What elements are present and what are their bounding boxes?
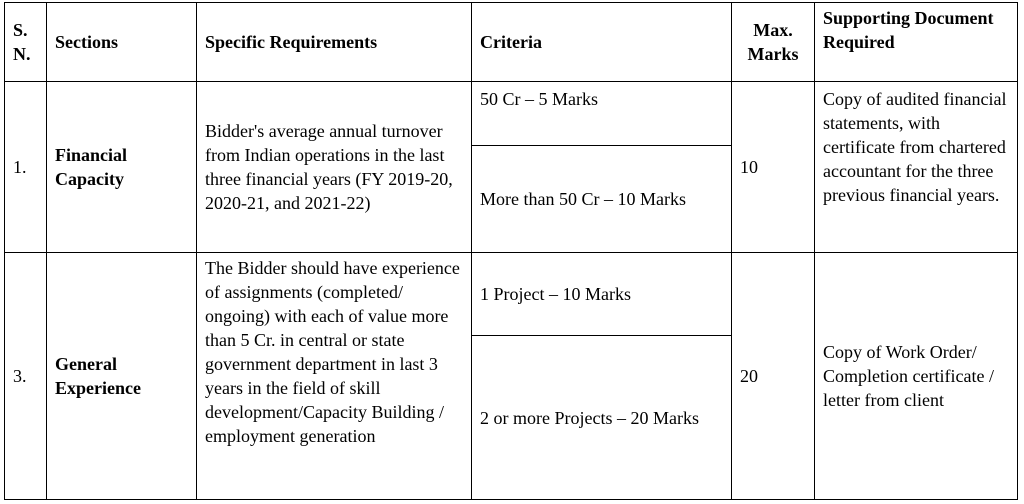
header-requirements: Specific Requirements (197, 3, 472, 82)
row-criteria (472, 82, 732, 253)
row-supporting-doc: Copy of audited financial statements, with certificate from chartered accountant for the three previous financial years. (815, 82, 1018, 253)
criteria-item-text: More than 50 Cr – 10 Marks (480, 189, 686, 209)
document-page (4, 2, 1018, 500)
row-max-marks: 10 (732, 82, 815, 253)
table-row (5, 253, 1018, 500)
header-criteria: Criteria (472, 3, 732, 82)
evaluation-criteria-table (4, 2, 1018, 500)
table-row (5, 82, 1018, 253)
row-sn: 3. (5, 253, 47, 500)
criteria-item-text: 1 Project – 10 Marks (480, 284, 631, 304)
row-requirement: Bidder's average annual turnover from Indian operations in the last three financial years (FY 2019-20, 2020-21, and 2021-22) (197, 82, 472, 253)
row-section: General Experience (47, 253, 197, 500)
row-criteria (472, 253, 732, 500)
criteria-item (472, 145, 731, 252)
row-max-marks: 20 (732, 253, 815, 500)
criteria-item (472, 253, 731, 335)
header-row (5, 3, 1018, 82)
header-supporting-doc: Supporting Document Required (815, 3, 1018, 82)
criteria-item: 50 Cr – 5 Marks (480, 89, 598, 109)
header-max-marks: Max. Marks (732, 3, 815, 82)
row-requirement: The Bidder should have experience of assignments (completed/ ongoing) with each of value more than 5 Cr. in central or state government department in last 3 years in the field of skill development/Capacity Building / employment generation (197, 253, 472, 500)
row-section: Financial Capacity (47, 82, 197, 253)
header-sn: S. N. (5, 3, 47, 82)
criteria-item (472, 335, 731, 499)
criteria-item-text: 2 or more Projects – 20 Marks (480, 407, 699, 428)
row-sn: 1. (5, 82, 47, 253)
row-supporting-doc: Copy of Work Order/ Completion certificate / letter from client (815, 253, 1018, 500)
header-sections: Sections (47, 3, 197, 82)
